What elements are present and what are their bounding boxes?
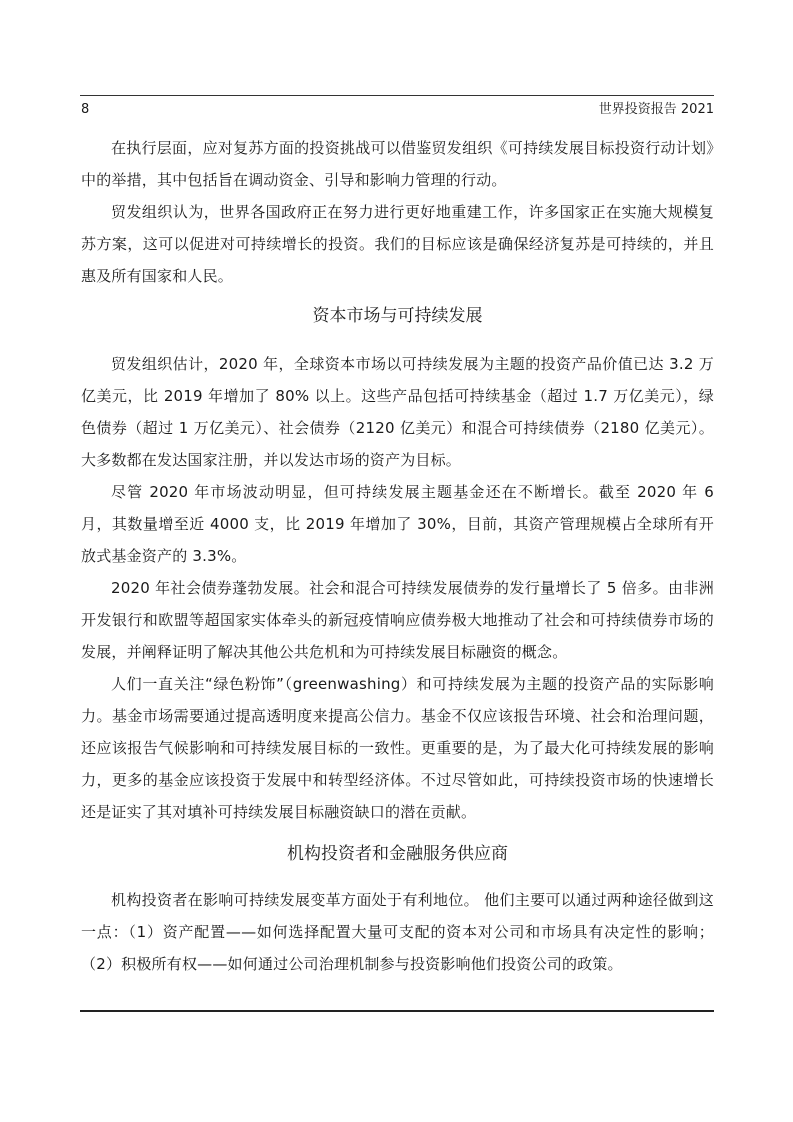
- section-paragraph: 人们一直关注“绿色粉饰”（greenwashing）和可持续发展为主题的投资产品的实际影响力。基金市场需要通过提高透明度来提高公信力。基金不仅应该报告环境、社会和治理问题，还应该报告气候影响和可持续发展目标的一致性。更重要的是，为了最大化可持续发展的影响力，更多的基金应该投资于发展中和转型经济体。不过尽管如此，可持续投资市场的快速增长还是证实了其对填补可持续发展目标融资缺口的潜在贡献。: [81, 675, 714, 821]
- footer-rule: [80, 1010, 714, 1012]
- running-title: 世界投资报告 2021: [598, 102, 714, 117]
- section-heading-institutional-investors: 机构投资者和金融服务供应商: [287, 844, 508, 864]
- section-paragraph: 2020 年社会债券蓬勃发展。社会和混合可持续发展债券的发行量增长了 5 倍多。由非洲开发银行和欧盟等超国家实体牵头的新冠疫情响应债券极大地推动了社会和可持续债券市场的发展，并阐释证明了解决其他公共危机和为可持续发展目标融资的概念。: [81, 579, 714, 661]
- section-paragraph: 贸发组织估计，2020 年，全球资本市场以可持续发展为主题的投资产品价值已达 3.2 万亿美元，比 2019 年增加了 80% 以上。这些产品包括可持续基金（超过 1.7 万亿美元），绿色债券（超过 1 万亿美元）、社会债券（2120 亿美元）和混合可持续债券（2180 亿美元）。大多数都在发达国家注册，并以发达市场的资产为目标。: [81, 355, 714, 469]
- section-paragraph: 机构投资者在影响可持续发展变革方面处于有利地位。 他们主要可以通过两种途径做到这一点：（1）资产配置——如何选择配置大量可支配的资本对公司和市场具有决定性的影响；（2）积极所有权——如何通过公司治理机制参与投资影响他们投资公司的政策。: [81, 891, 714, 973]
- intro-paragraph: 贸发组织认为，世界各国政府正在努力进行更好地重建工作，许多国家正在实施大规模复苏方案，这可以促进对可持续增长的投资。我们的目标应该是确保经济复苏是可持续的，并且惠及所有国家和人民。: [81, 203, 714, 285]
- section-paragraph: 尽管 2020 年市场波动明显，但可持续发展主题基金还在不断增长。截至 2020 年 6 月，其数量增至近 4000 支，比 2019 年增加了 30%，目前，其资产管理规模占全球所有开放式基金资产的 3.3%。: [81, 483, 714, 565]
- page-number: 8: [81, 102, 90, 117]
- intro-paragraph: 在执行层面，应对复苏方面的投资挑战可以借鉴贸发组织《可持续发展目标投资行动计划》中的举措，其中包括旨在调动资金、引导和影响力管理的行动。: [81, 139, 714, 189]
- section-heading-capital-markets: 资本市场与可持续发展: [312, 306, 483, 326]
- header-rule: [80, 95, 714, 96]
- body-text: [81, 132, 714, 980]
